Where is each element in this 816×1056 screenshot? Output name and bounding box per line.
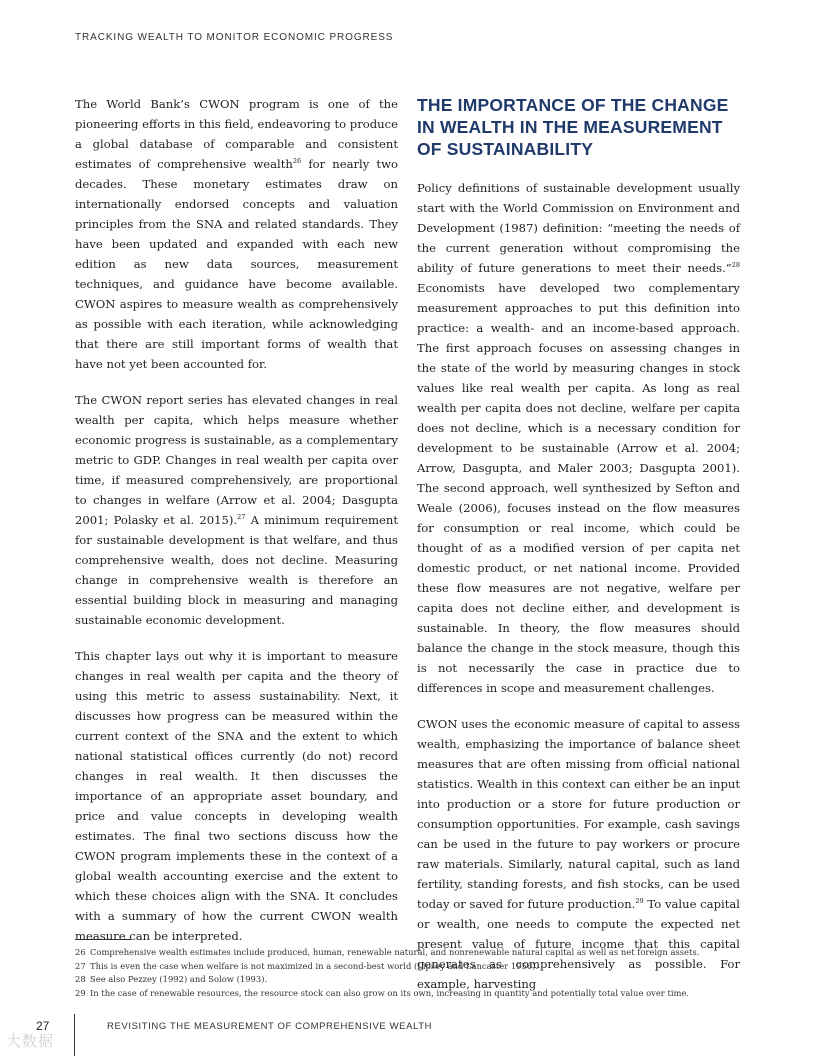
- footer-divider: [74, 1014, 75, 1056]
- watermark: 大数据: [6, 1032, 55, 1050]
- footnote-ref[interactable]: 26: [292, 157, 302, 165]
- running-footer: REVISITING THE MEASUREMENT OF COMPREHENSIVE WEALTH: [107, 1021, 433, 1032]
- footnote-ref[interactable]: 29: [635, 897, 644, 905]
- body-paragraph: This chapter lays out why it is important to measure changes in real wealth per capita and the theory of using this metric to assess sustainability. Next, it discusses how progress can be measured within the current context of the SNA and the extent to which national statistical offices currently (do not) record changes in real wealth. It then discusses the importance of an appropriate asset boundary, and price and value concepts in developing wealth estimates. The final two sections discuss how the CWON program implements these in the context of a global wealth accounting exercise and the extent to which these choices align with the SNA. It concludes with a summary of how the current CWON wealth measure can be interpreted.: [75, 649, 398, 943]
- footnotes: [75, 946, 755, 1000]
- body-paragraph: Policy definitions of sustainable development usually start with the World Commission on Environment and Development (1987) definition: “meeting the needs of the current generation without compromising the ability of future generations to meet their needs.”$^{28}$ Economists have developed two complementary measurement approaches to put this definition into practice: a wealth- and an income-based approach. The first approach focuses on assessing changes in the state of the world by measuring changes in stock values like real wealth per capita. As long as real wealth per capita does not decline, welfare per capita does not decline, which is a necessary condition for development to be sustainable (Arrow et al. 2004; Arrow, Dasgupta, and Maler 2003; Dasgupta 2001). The second approach, well synthesized by Sefton and Weale (2006), focuses instead on the flow measures for consumption or real income, which could be thought of as a modified version of per capita net domestic product, or net national income. Provided these flow measures are not negative, welfare per capita does not decline either, and development is sustainable. In theory, the flow measures should balance the change in the stock measure, though this is not necessarily the case in practice due to differences in scope and measurement challenges.: [417, 181, 740, 695]
- body-paragraph: The CWON report series has elevated changes in real wealth per capita, which helps measure whether economic progress is sustainable, as a complementary metric to GDP. Changes in real wealth per capita over time, if measured comprehensively, are proportional to changes in welfare (Arrow et al. 2004; Dasgupta 2001; Polasky et al. 2015).$^{27}$ A minimum requirement for sustainable development is that welfare, and thus comprehensive wealth, does not decline. Measuring change in comprehensive wealth is therefore an essential building block in measuring and managing sustainable economic development.: [75, 393, 398, 627]
- footnote-27: 27 This is even the case when welfare is not maximized in a second-best world (Lipsey and Lancaster 1956).: [75, 960, 539, 971]
- section-heading: THE IMPORTANCE OF THE CHANGE IN WEALTH IN THE MEASUREMENT OF SUSTAINABILITY: [417, 95, 729, 159]
- body-paragraph: CWON uses the economic measure of capital to assess wealth, emphasizing the importance of balance sheet measures that are often missing from official national statistics. Wealth in this context can either be an input into production or a store for future production or consumption opportunities. For example, cash savings can be used in the future to pay workers or procure raw materials. Similarly, natural capital, such as land fertility, standing forests, and fish stocks, can be used today or saved for future production.$^{29}$ To value capital or wealth, one needs to compute the expected net present value of future income that this capital generates as comprehensively as possible. For example, harvesting: [417, 717, 741, 991]
- footnote-28: 28 See also Pezzey (1992) and Solow (1993).: [75, 974, 268, 984]
- right-column: [417, 94, 740, 1010]
- footnote-26: 26 Comprehensive wealth estimates include produced, human, renewable natural, and nonrenewable natural capital as well as net foreign assets.: [75, 947, 700, 957]
- footnote-29: 29 In the case of renewable resources, the resource stock can also grow on its own, increasing in quantity and potentially total value over time.: [75, 987, 690, 998]
- footnote-ref[interactable]: 27: [237, 513, 246, 521]
- page-number: 27: [36, 1019, 50, 1033]
- running-header: TRACKING WEALTH TO MONITOR ECONOMIC PROGRESS: [75, 32, 394, 43]
- footnote-ref[interactable]: 28: [731, 261, 740, 269]
- footnote-divider: [75, 939, 131, 940]
- body-paragraph: The World Bank’s CWON program is one of the pioneering efforts in this field, endeavoring to produce a global database of comparable and consistent estimates of comprehensive wealth$^{26}$ for nearly two decades. These monetary estimates draw on internationally endorsed concepts and valuation principles from the SNA and related standards. They have been updated and expanded with each new edition as new data sources, measurement techniques, and guidance have become available. CWON aspires to measure wealth as comprehensively as possible with each iteration, while acknowledging that there are still important forms of wealth that have not yet been accounted for.: [75, 97, 398, 371]
- left-column: [75, 94, 398, 962]
